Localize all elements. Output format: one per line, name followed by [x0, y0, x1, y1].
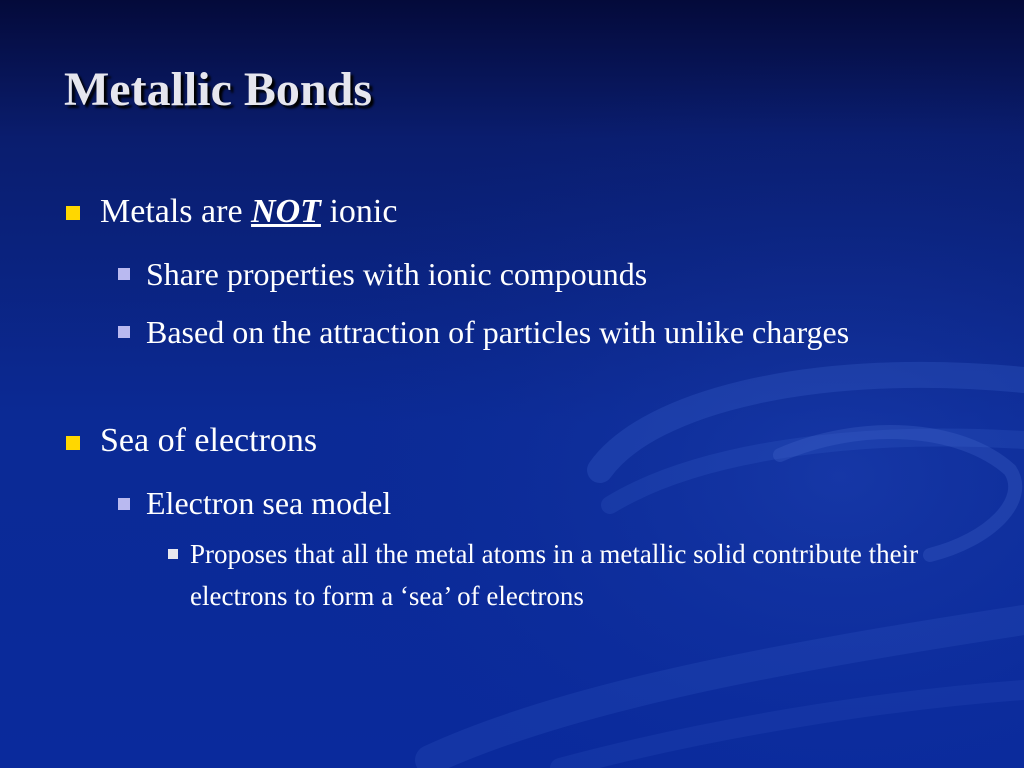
list-item-metals-not-ionic — [100, 192, 397, 233]
square-bullet-icon — [66, 436, 80, 450]
square-bullet-icon — [66, 206, 80, 220]
square-bullet-icon — [118, 326, 130, 338]
bullet-text-end: ionic — [320, 193, 398, 230]
emphasis-text: NOT — [251, 193, 321, 230]
square-bullet-icon — [118, 268, 130, 280]
list-item-share-properties: Share properties with ionic compounds — [146, 256, 648, 292]
bullet-text-start: Metals are — [100, 193, 252, 230]
square-bullet-icon — [118, 498, 130, 510]
list-item-electron-sea-model: Electron sea model — [146, 485, 392, 521]
list-item-sea-of-electrons: Sea of electrons — [100, 422, 318, 459]
square-bullet-icon — [168, 549, 178, 559]
list-item-proposes: Proposes that all the metal atoms in a metallic solid contribute their electrons to form a ‘sea’ of electrons — [190, 539, 919, 611]
slide-title: Metallic Bonds — [64, 63, 372, 116]
list-item-based-on-attraction: Based on the attraction of particles with unlike charges — [146, 314, 850, 350]
